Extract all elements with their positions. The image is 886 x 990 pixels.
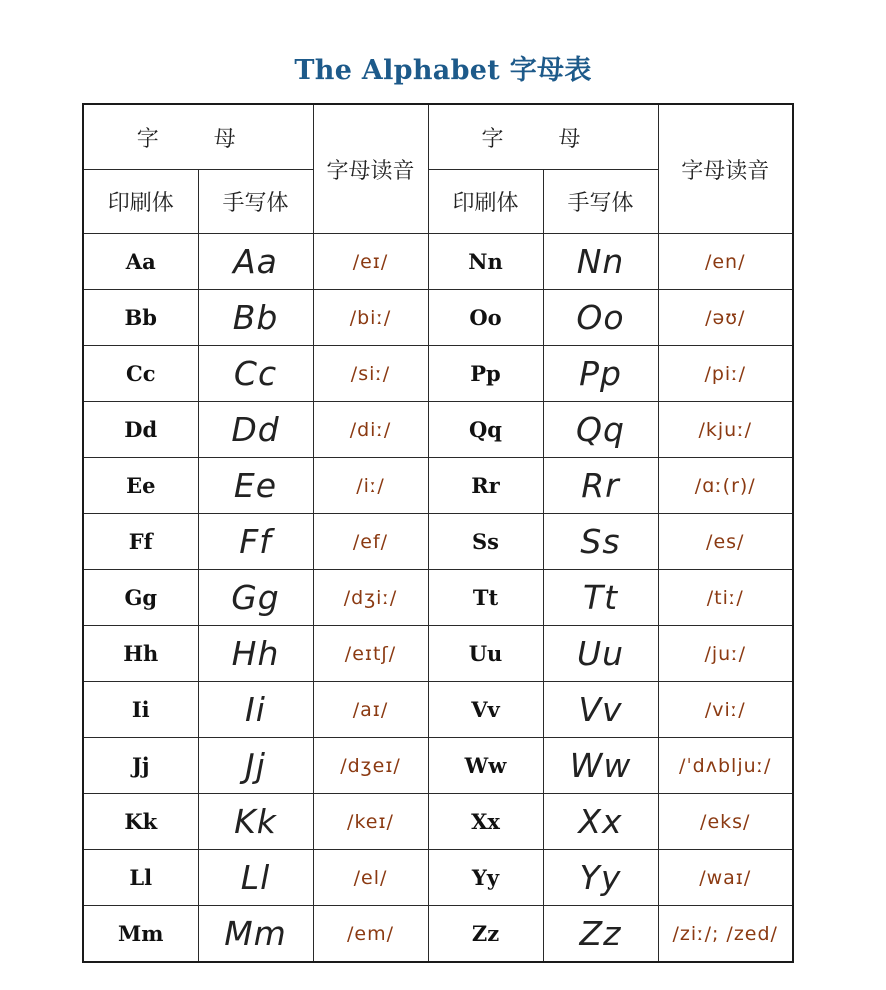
letter-pronunciation: /en/ xyxy=(704,250,746,273)
header-letter-left: 字 母 xyxy=(83,104,313,170)
print-letter: Dd xyxy=(124,417,158,442)
print-letter-right xyxy=(428,458,543,514)
print-letter: Aa xyxy=(125,249,156,274)
handwritten-letter-left xyxy=(198,234,313,290)
letter-pronunciation: /diː/ xyxy=(349,418,392,441)
handwritten-letter: Hh xyxy=(231,634,280,673)
letter-pronunciation: /juː/ xyxy=(704,642,747,665)
handwritten-letter: Gg xyxy=(231,578,280,617)
print-letter-right xyxy=(428,570,543,626)
page-title xyxy=(0,48,886,87)
handwritten-letter: Bb xyxy=(232,298,279,337)
letter-pronunciation-right xyxy=(658,906,793,963)
letter-pronunciation: /keɪ/ xyxy=(347,810,394,833)
print-letter-right xyxy=(428,402,543,458)
handwritten-letter-left xyxy=(198,738,313,794)
table-row xyxy=(83,514,793,570)
handwritten-letter-right xyxy=(543,682,658,738)
letter-pronunciation-left xyxy=(313,514,428,570)
print-letter-right xyxy=(428,514,543,570)
print-letter: Kk xyxy=(124,809,158,834)
letter-pronunciation: /siː/ xyxy=(350,362,391,385)
handwritten-letter-left xyxy=(198,514,313,570)
table-row xyxy=(83,290,793,346)
handwritten-letter: Aa xyxy=(233,242,278,281)
letter-pronunciation-right xyxy=(658,402,793,458)
handwritten-letter: Ii xyxy=(245,690,266,729)
print-letter: Qq xyxy=(469,417,502,442)
handwritten-letter: Kk xyxy=(234,802,277,841)
letter-pronunciation: /es/ xyxy=(706,530,745,553)
table-row xyxy=(83,570,793,626)
letter-pronunciation-left xyxy=(313,682,428,738)
print-letter: Oo xyxy=(469,305,502,330)
handwritten-letter-right xyxy=(543,402,658,458)
header-pronunciation-left: 字母读音 xyxy=(313,104,428,234)
handwritten-letter-right xyxy=(543,626,658,682)
print-letter: Pp xyxy=(470,361,501,386)
print-letter-right xyxy=(428,906,543,963)
print-letter-right xyxy=(428,234,543,290)
letter-pronunciation-left xyxy=(313,234,428,290)
print-letter-right xyxy=(428,626,543,682)
print-letter: Yy xyxy=(471,865,500,890)
letter-pronunciation: /em/ xyxy=(346,922,394,945)
print-letter-left xyxy=(83,346,198,402)
handwritten-letter-right xyxy=(543,794,658,850)
print-letter: Mm xyxy=(118,921,164,946)
print-letter-left xyxy=(83,514,198,570)
letter-pronunciation: /ziː/; /zed/ xyxy=(672,922,778,945)
print-letter-left xyxy=(83,458,198,514)
handwritten-letter: Ll xyxy=(240,858,271,897)
print-letter: Ss xyxy=(472,529,499,554)
table-row xyxy=(83,402,793,458)
letter-pronunciation: /ˈdʌbljuː/ xyxy=(679,754,772,777)
handwritten-letter: Nn xyxy=(576,242,625,281)
header-handwriting-left: 手写体 xyxy=(198,170,313,234)
handwritten-letter-left xyxy=(198,570,313,626)
print-letter: Zz xyxy=(471,921,500,946)
handwritten-letter: Ss xyxy=(580,522,621,561)
handwritten-letter: Ee xyxy=(233,466,278,505)
print-letter-right xyxy=(428,290,543,346)
print-letter-left xyxy=(83,290,198,346)
handwritten-letter-left xyxy=(198,290,313,346)
letter-pronunciation: /ɑː(r)/ xyxy=(694,474,756,497)
table-row xyxy=(83,850,793,906)
letter-pronunciation: /iː/ xyxy=(356,474,385,497)
letter-pronunciation: /dʒeɪ/ xyxy=(340,754,401,777)
print-letter-right xyxy=(428,682,543,738)
handwritten-letter-left xyxy=(198,458,313,514)
print-letter-right xyxy=(428,794,543,850)
table-row xyxy=(83,346,793,402)
header-print-right: 印刷体 xyxy=(428,170,543,234)
letter-pronunciation-left xyxy=(313,906,428,963)
print-letter-right xyxy=(428,346,543,402)
handwritten-letter-right xyxy=(543,850,658,906)
print-letter-left xyxy=(83,682,198,738)
letter-pronunciation-left xyxy=(313,738,428,794)
handwritten-letter: Oo xyxy=(576,298,625,337)
alphabet-rows xyxy=(83,234,793,963)
print-letter: Hh xyxy=(123,641,159,666)
print-letter-left xyxy=(83,794,198,850)
letter-pronunciation-left xyxy=(313,402,428,458)
handwritten-letter-left xyxy=(198,346,313,402)
handwritten-letter-right xyxy=(543,570,658,626)
letter-pronunciation-right xyxy=(658,794,793,850)
handwritten-letter: Rr xyxy=(581,466,620,505)
table-row xyxy=(83,234,793,290)
print-letter-right xyxy=(428,738,543,794)
letter-pronunciation: /tiː/ xyxy=(706,586,744,609)
handwritten-letter-left xyxy=(198,402,313,458)
handwritten-letter-right xyxy=(543,906,658,963)
handwritten-letter-left xyxy=(198,682,313,738)
handwritten-letter-left xyxy=(198,850,313,906)
letter-pronunciation-left xyxy=(313,570,428,626)
handwritten-letter: Uu xyxy=(576,634,625,673)
letter-pronunciation: /aɪ/ xyxy=(352,698,389,721)
letter-pronunciation: /dʒiː/ xyxy=(343,586,398,609)
letter-pronunciation-right xyxy=(658,346,793,402)
handwritten-letter: Xx xyxy=(578,802,623,841)
print-letter-left xyxy=(83,234,198,290)
letter-pronunciation-left xyxy=(313,626,428,682)
alphabet-table xyxy=(82,103,794,963)
letter-pronunciation-right xyxy=(658,514,793,570)
print-letter: Tt xyxy=(472,585,499,610)
header-letter-right: 字 母 xyxy=(428,104,658,170)
handwritten-letter: Ff xyxy=(239,522,272,561)
print-letter-left xyxy=(83,402,198,458)
handwritten-letter: Jj xyxy=(245,746,266,785)
print-letter: Bb xyxy=(124,305,157,330)
letter-pronunciation-right xyxy=(658,738,793,794)
table-row xyxy=(83,458,793,514)
print-letter: Ff xyxy=(128,529,153,554)
handwritten-letter: Tt xyxy=(582,578,619,617)
letter-pronunciation-right xyxy=(658,570,793,626)
letter-pronunciation-left xyxy=(313,850,428,906)
header-pronunciation-right: 字母读音 xyxy=(658,104,793,234)
letter-pronunciation: /eɪ/ xyxy=(352,250,389,273)
table-row xyxy=(83,738,793,794)
letter-pronunciation-left xyxy=(313,458,428,514)
handwritten-letter-left xyxy=(198,626,313,682)
letter-pronunciation: /əʊ/ xyxy=(705,306,746,329)
title-english: The Alphabet xyxy=(294,55,501,86)
handwritten-letter: Ww xyxy=(569,746,632,785)
handwritten-letter-right xyxy=(543,290,658,346)
print-letter: Ww xyxy=(464,753,507,778)
letter-pronunciation: /biː/ xyxy=(349,306,392,329)
letter-pronunciation: /ef/ xyxy=(352,530,389,553)
table-row xyxy=(83,626,793,682)
header-print-left: 印刷体 xyxy=(83,170,198,234)
print-letter: Ii xyxy=(131,697,150,722)
handwritten-letter-right xyxy=(543,346,658,402)
letter-pronunciation: /eɪtʃ/ xyxy=(344,642,397,665)
print-letter: Xx xyxy=(471,809,500,834)
letter-pronunciation-right xyxy=(658,682,793,738)
handwritten-letter: Pp xyxy=(579,354,622,393)
letter-pronunciation-right xyxy=(658,234,793,290)
print-letter: Rr xyxy=(471,473,500,498)
letter-pronunciation-left xyxy=(313,794,428,850)
print-letter-left xyxy=(83,850,198,906)
letter-pronunciation-right xyxy=(658,626,793,682)
print-letter-left xyxy=(83,738,198,794)
title-chinese: 字母表 xyxy=(509,55,592,86)
table-row xyxy=(83,794,793,850)
handwritten-letter: Cc xyxy=(233,354,278,393)
print-letter: Nn xyxy=(468,249,503,274)
handwritten-letter: Mm xyxy=(224,914,287,953)
table-row xyxy=(83,906,793,963)
handwritten-letter-right xyxy=(543,458,658,514)
letter-pronunciation: /piː/ xyxy=(704,362,747,385)
letter-pronunciation-right xyxy=(658,290,793,346)
print-letter-left xyxy=(83,626,198,682)
print-letter: Jj xyxy=(131,753,150,778)
print-letter-left xyxy=(83,906,198,963)
print-letter-right xyxy=(428,850,543,906)
print-letter: Uu xyxy=(468,641,503,666)
handwritten-letter-right xyxy=(543,234,658,290)
letter-pronunciation-right xyxy=(658,458,793,514)
handwritten-letter-right xyxy=(543,514,658,570)
print-letter: Cc xyxy=(125,361,156,386)
print-letter: Ee xyxy=(126,473,156,498)
handwritten-letter-right xyxy=(543,738,658,794)
print-letter-left xyxy=(83,570,198,626)
handwritten-letter: Vv xyxy=(578,690,623,729)
handwritten-letter-left xyxy=(198,906,313,963)
handwritten-letter: Yy xyxy=(579,858,622,897)
letter-pronunciation: /el/ xyxy=(353,866,388,889)
letter-pronunciation-left xyxy=(313,346,428,402)
handwritten-letter: Zz xyxy=(579,914,622,953)
table-row xyxy=(83,682,793,738)
letter-pronunciation-left xyxy=(313,290,428,346)
header-handwriting-right: 手写体 xyxy=(543,170,658,234)
letter-pronunciation: /waɪ/ xyxy=(699,866,752,889)
print-letter: Gg xyxy=(124,585,158,610)
handwritten-letter: Dd xyxy=(231,410,280,449)
letter-pronunciation: /eks/ xyxy=(700,810,751,833)
letter-pronunciation: /viː/ xyxy=(704,698,746,721)
print-letter: Ll xyxy=(129,865,153,890)
print-letter: Vv xyxy=(471,697,500,722)
letter-pronunciation-right xyxy=(658,850,793,906)
letter-pronunciation: /kjuː/ xyxy=(698,418,753,441)
handwritten-letter-left xyxy=(198,794,313,850)
handwritten-letter: Qq xyxy=(576,410,625,449)
